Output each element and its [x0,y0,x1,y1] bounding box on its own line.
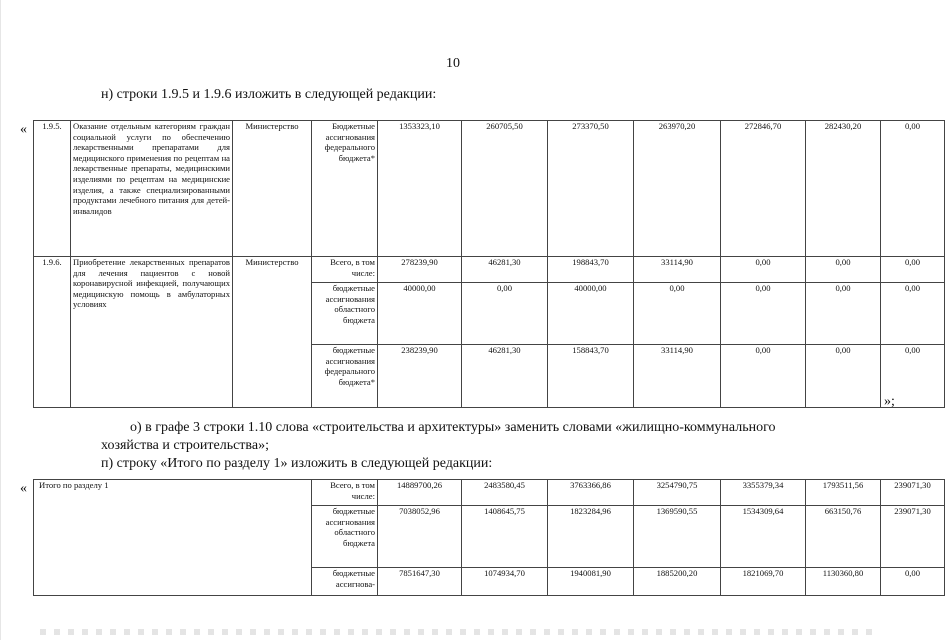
row-description: Приобретение лекарственных препаратов для лечения пациентов с новой коронавирусной инфекцией, получающих медицинскую помощь в амбулаторных условиях [71,257,233,408]
table-row [34,121,945,257]
quote-open-1: « [20,122,27,137]
table-row [34,480,945,506]
value-cell: 33114,90 [634,345,721,408]
paragraph-n: н) строки 1.9.5 и 1.9.6 изложить в следующей редакции: [101,87,437,102]
row-number: 1.9.6. [34,257,71,408]
table-rows-195-196 [33,120,945,408]
value-cell: 0,00 [881,568,945,596]
table-row [34,257,945,283]
value-cell: 0,00 [721,283,806,345]
page-number: 10 [446,56,460,71]
value-cell: 158843,70 [548,345,634,408]
table-total-section-1 [33,479,945,596]
funding-source: бюджетные ассигнования федерального бюджета* [312,345,378,408]
paragraph-o-line-2: хозяйства и строительства»; [101,438,269,453]
value-cell: 0,00 [721,257,806,283]
value-cell: 0,00 [881,283,945,345]
funding-source: Всего, в том числе: [312,480,378,506]
row-executor: Министерство [233,257,312,408]
quote-open-2: « [20,481,27,496]
value-cell: 0,00 [881,345,945,408]
funding-source: Всего, в том числе: [312,257,378,283]
value-cell: 260705,50 [462,121,548,257]
value-cell: 663150,76 [806,506,881,568]
quote-close-1: »; [884,394,895,409]
row-executor: Министерство [233,121,312,257]
row-number: 1.9.5. [34,121,71,257]
value-cell: 273370,50 [548,121,634,257]
row-description: Оказание отдельным категориям граждан социальной услуги по обеспечению лекарственными препаратами для медицинского применения по рецептам на лекарственные препараты, медицинскими изделиями по рецептам на медицинские изделия, а также специализированными продуктами лечебного питания для детей-инвалидов [71,121,233,257]
value-cell: 239071,30 [881,480,945,506]
value-cell: 46281,30 [462,345,548,408]
page-edge [0,0,1,640]
value-cell: 239071,30 [881,506,945,568]
value-cell: 0,00 [806,257,881,283]
value-cell: 46281,30 [462,257,548,283]
value-cell: 3355379,34 [721,480,806,506]
value-cell: 238239,90 [378,345,462,408]
value-cell: 3254790,75 [634,480,721,506]
value-cell: 0,00 [881,257,945,283]
paragraph-p: п) строку «Итого по разделу 1» изложить в следующей редакции: [101,456,493,471]
funding-source: Бюджетные ассигнования федерального бюджета* [312,121,378,257]
value-cell: 1369590,55 [634,506,721,568]
value-cell: 40000,00 [548,283,634,345]
value-cell: 1823284,96 [548,506,634,568]
funding-source: бюджетные ассигнования областного бюджета [312,506,378,568]
funding-source: бюджетные ассигнования областного бюджета [312,283,378,345]
value-cell: 1534309,64 [721,506,806,568]
value-cell: 2483580,45 [462,480,548,506]
value-cell: 1074934,70 [462,568,548,596]
value-cell: 0,00 [634,283,721,345]
value-cell: 263970,20 [634,121,721,257]
value-cell: 1353323,10 [378,121,462,257]
value-cell: 40000,00 [378,283,462,345]
value-cell: 0,00 [806,283,881,345]
value-cell: 7851647,30 [378,568,462,596]
value-cell: 14889700,26 [378,480,462,506]
scan-footer-noise [40,629,880,635]
value-cell: 1793511,56 [806,480,881,506]
value-cell: 1821069,70 [721,568,806,596]
value-cell: 0,00 [806,345,881,408]
value-cell: 272846,70 [721,121,806,257]
value-cell: 0,00 [462,283,548,345]
value-cell: 0,00 [881,121,945,257]
value-cell: 7038052,96 [378,506,462,568]
value-cell: 1885200,20 [634,568,721,596]
value-cell: 278239,90 [378,257,462,283]
value-cell: 198843,70 [548,257,634,283]
value-cell: 1130360,80 [806,568,881,596]
funding-source: бюджетные ассигнова- [312,568,378,596]
value-cell: 3763366,86 [548,480,634,506]
value-cell: 282430,20 [806,121,881,257]
value-cell: 33114,90 [634,257,721,283]
value-cell: 1940081,90 [548,568,634,596]
value-cell: 1408645,75 [462,506,548,568]
total-label: Итого по разделу 1 [34,480,312,596]
value-cell: 0,00 [721,345,806,408]
paragraph-o-line-1: о) в графе 3 строки 1.10 слова «строительства и архитектуры» заменить словами «жилищно-коммунального [130,420,776,435]
